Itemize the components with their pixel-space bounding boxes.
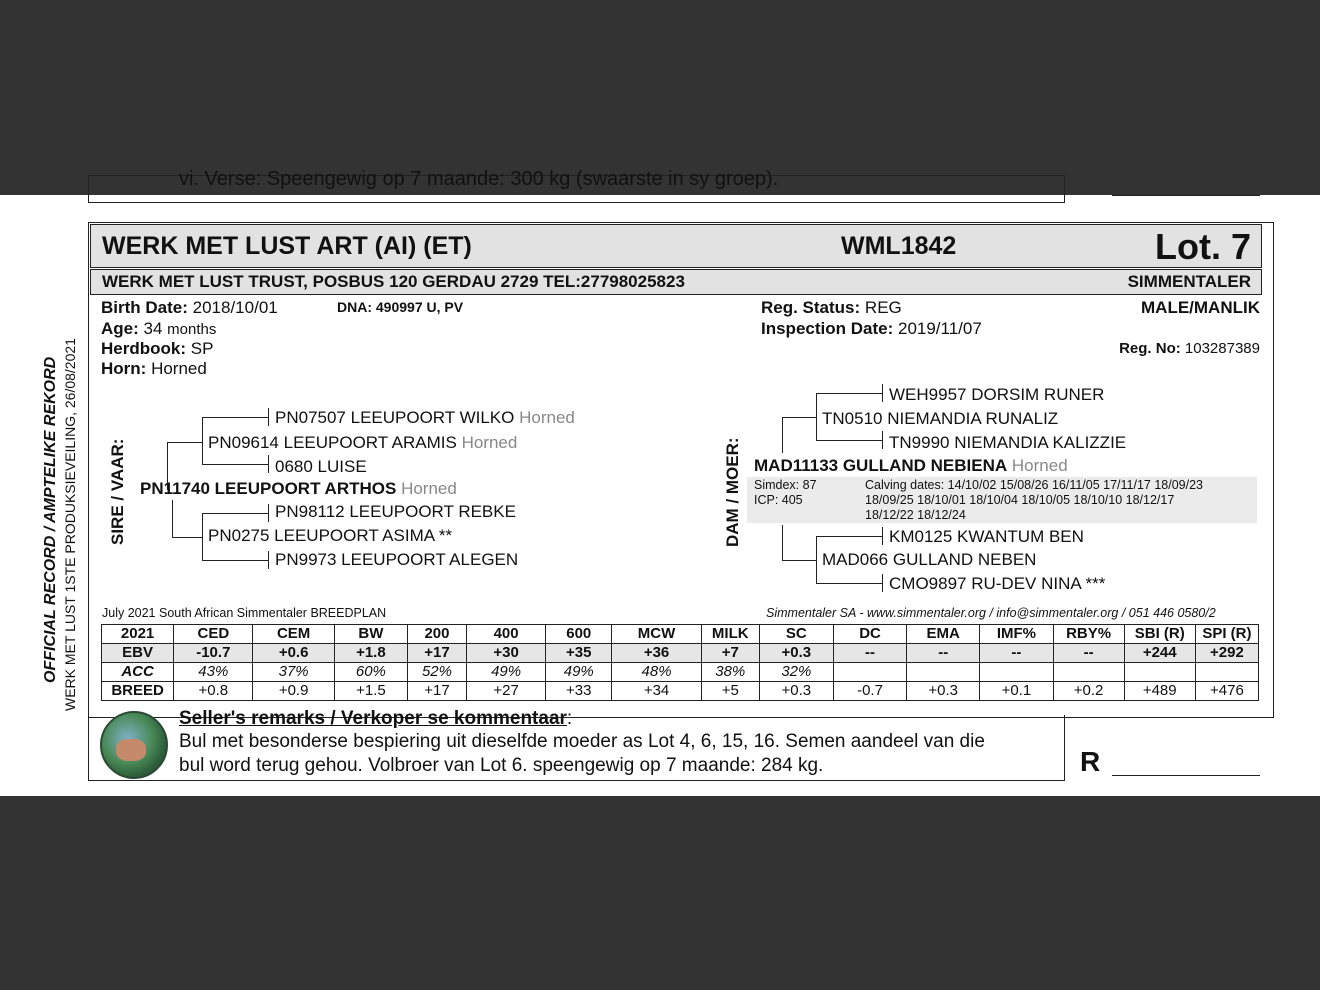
- ebv-cell: 2021: [102, 625, 174, 644]
- sire-dam-sire: PN98112 LEEUPOORT REBKE: [275, 502, 516, 521]
- sale-label: WERK MET LUST 1STE PRODUKSIEVEILING, 26/08/2021: [62, 338, 78, 711]
- ebv-cell: +17: [407, 644, 466, 663]
- inspection-date: Inspection Date: 2019/11/07: [761, 319, 982, 338]
- dam-icp: ICP: 405: [754, 493, 803, 507]
- ebv-cell: +35: [546, 644, 612, 663]
- ebv-cell: 52%: [407, 663, 466, 682]
- ebv-cell: +27: [466, 682, 545, 701]
- animal-name: WERK MET LUST ART (AI) (ET): [102, 232, 472, 260]
- ebv-row: [102, 644, 1259, 663]
- horn: Horn: Horned: [101, 359, 207, 378]
- ebv-cell: EMA: [907, 625, 980, 644]
- ebv-cell: +0.1: [980, 682, 1053, 701]
- ebv-cell: 38%: [701, 663, 759, 682]
- ebv-cell: RBY%: [1053, 625, 1124, 644]
- ebv-cell: 32%: [759, 663, 833, 682]
- simmentaler-logo: [100, 711, 168, 779]
- age: Age: 34 months: [101, 319, 217, 338]
- ebv-cell: +5: [701, 682, 759, 701]
- ebv-cell: IMF%: [980, 625, 1053, 644]
- remarks-line-2: bul word terug gehou. Volbroer van Lot 6. speengewig op 7 maande: 284 kg.: [179, 755, 824, 776]
- sire-label: SIRE / VAAR:: [108, 438, 127, 545]
- ebv-cell: 43%: [174, 663, 253, 682]
- ebv-cell: --: [980, 644, 1053, 663]
- lot-header: [90, 224, 1262, 268]
- ebv-cell: ACC: [102, 663, 174, 682]
- acc-row: [102, 663, 1259, 682]
- ebv-cell: 37%: [253, 663, 334, 682]
- catalogue-page: [0, 168, 1320, 796]
- dam-dam: MAD066 GULLAND NEBEN: [822, 550, 1037, 569]
- sire-sire-dam: 0680 LUISE: [275, 457, 367, 476]
- dam-sire: TN0510 NIEMANDIA RUNALIZ: [822, 409, 1059, 428]
- dam-dam-dam: CMO9897 RU-DEV NINA ***: [889, 574, 1106, 593]
- sire-sire-sire: PN07507 LEEUPOORT WILKO Horned: [275, 408, 575, 427]
- ebv-cell: +0.3: [907, 682, 980, 701]
- ebv-cell: --: [907, 644, 980, 663]
- dam-calving-dates-1: Calving dates: 14/10/02 15/08/26 16/11/05 17/11/17 18/09/23: [865, 478, 1204, 492]
- dam-performance-box: [747, 477, 1257, 523]
- ebv-cell: MCW: [612, 625, 701, 644]
- ebv-cell: +489: [1124, 682, 1195, 701]
- dam-dam-sire: KM0125 KWANTUM BEN: [889, 527, 1084, 546]
- ebv-cell: +33: [546, 682, 612, 701]
- ebv-cell: +292: [1195, 644, 1258, 663]
- dam-calving-dates-3: 18/12/22 18/12/24: [865, 508, 966, 522]
- ebv-cell: +0.2: [1053, 682, 1124, 701]
- previous-lot-price-line: [1112, 195, 1260, 196]
- ebv-cell: [1124, 663, 1195, 682]
- ebv-table: [101, 624, 1259, 701]
- remarks-title: Seller's remarks / Verkoper se kommentaar:: [179, 708, 573, 729]
- breedplan-source: July 2021 South African Simmentaler BREEDPLAN: [102, 606, 387, 620]
- ebv-cell: 60%: [334, 663, 407, 682]
- ebv-cell: +244: [1124, 644, 1195, 663]
- ebv-cell: 48%: [612, 663, 701, 682]
- ebv-cell: +0.9: [253, 682, 334, 701]
- ebv-cell: +0.3: [759, 644, 833, 663]
- ebv-cell: 200: [407, 625, 466, 644]
- sire-dam: PN0275 LEEUPOORT ASIMA **: [208, 526, 453, 545]
- ebv-cell: -10.7: [174, 644, 253, 663]
- ebv-cell: +0.6: [253, 644, 334, 663]
- ebv-cell: [833, 663, 906, 682]
- official-record-label: OFFICIAL RECORD / AMPTELIKE REKORD: [42, 356, 59, 683]
- lot-number: Lot. 7: [1155, 226, 1251, 267]
- dam-sire-dam: TN9990 NIEMANDIA KALIZZIE: [889, 433, 1127, 452]
- sire-dam-dam: PN9973 LEEUPOORT ALEGEN: [275, 550, 519, 569]
- sex: MALE/MANLIK: [1141, 298, 1260, 317]
- reg-status: Reg. Status: REG: [761, 298, 902, 317]
- herdbook: Herdbook: SP: [101, 339, 214, 358]
- owner-info: WERK MET LUST TRUST, POSBUS 120 GERDAU 2729 TEL:27798025823: [102, 272, 685, 291]
- ebv-cell: [980, 663, 1053, 682]
- price-label: R: [1080, 746, 1101, 777]
- ebv-cell: 400: [466, 625, 545, 644]
- dna-info: DNA: 490997 U, PV: [337, 299, 464, 315]
- ebv-cell: [907, 663, 980, 682]
- previous-lot-remarks-box: [88, 168, 1065, 203]
- dam-simdex: Simdex: 87: [754, 478, 817, 492]
- ebv-cell: 49%: [546, 663, 612, 682]
- ebv-cell: BREED: [102, 682, 174, 701]
- sire-sire: PN09614 LEEUPOORT ARAMIS Horned: [208, 433, 518, 452]
- ebv-cell: +476: [1195, 682, 1258, 701]
- ebv-cell: +36: [612, 644, 701, 663]
- ebv-cell: 600: [546, 625, 612, 644]
- ebv-header-row: [102, 625, 1259, 644]
- ebv-cell: +7: [701, 644, 759, 663]
- ebv-cell: --: [1053, 644, 1124, 663]
- ebv-cell: 49%: [466, 663, 545, 682]
- dam-sire-sire: WEH9957 DORSIM RUNER: [889, 385, 1105, 404]
- ebv-cell: [1195, 663, 1258, 682]
- ebv-cell: --: [833, 644, 906, 663]
- ebv-cell: CED: [174, 625, 253, 644]
- dam-label: DAM / MOER:: [723, 437, 742, 547]
- ebv-cell: +0.8: [174, 682, 253, 701]
- animal-code: WML1842: [841, 232, 957, 260]
- ebv-cell: +34: [612, 682, 701, 701]
- breed-row: [102, 682, 1259, 701]
- previous-lot-remarks: vi. Verse: Speengewig op 7 maande: 300 kg (swaarste in sy groep).: [179, 168, 779, 190]
- ebv-cell: [1053, 663, 1124, 682]
- ebv-cell: +1.8: [334, 644, 407, 663]
- breed-name: SIMMENTALER: [1127, 272, 1251, 291]
- price-input-line[interactable]: [1112, 775, 1260, 776]
- ebv-cell: CEM: [253, 625, 334, 644]
- ebv-cell: SBI (R): [1124, 625, 1195, 644]
- ebv-cell: BW: [334, 625, 407, 644]
- breedplan-contact: Simmentaler SA - www.simmentaler.org / info@simmentaler.org / 051 446 0580/2: [766, 606, 1216, 620]
- ebv-cell: +30: [466, 644, 545, 663]
- ebv-cell: +17: [407, 682, 466, 701]
- sire-name: PN11740 LEEUPOORT ARTHOS Horned: [140, 479, 457, 498]
- ebv-cell: +0.3: [759, 682, 833, 701]
- ebv-cell: SPI (R): [1195, 625, 1258, 644]
- dam-name: MAD11133 GULLAND NEBIENA Horned: [754, 456, 1068, 475]
- ebv-cell: DC: [833, 625, 906, 644]
- remarks-line-1: Bul met besonderse bespiering uit dieselfde moeder as Lot 4, 6, 15, 16. Semen aandeel van die: [179, 731, 985, 752]
- dam-calving-dates-2: 18/09/25 18/10/01 18/10/04 18/10/05 18/10/10 18/12/17: [865, 493, 1175, 507]
- ebv-cell: -0.7: [833, 682, 906, 701]
- birth-date: Birth Date: 2018/10/01: [101, 298, 278, 317]
- ebv-cell: MILK: [701, 625, 759, 644]
- reg-number: Reg. No: 103287389: [1119, 340, 1260, 357]
- owner-header: [90, 269, 1262, 295]
- ebv-cell: SC: [759, 625, 833, 644]
- ebv-cell: +1.5: [334, 682, 407, 701]
- ebv-cell: EBV: [102, 644, 174, 663]
